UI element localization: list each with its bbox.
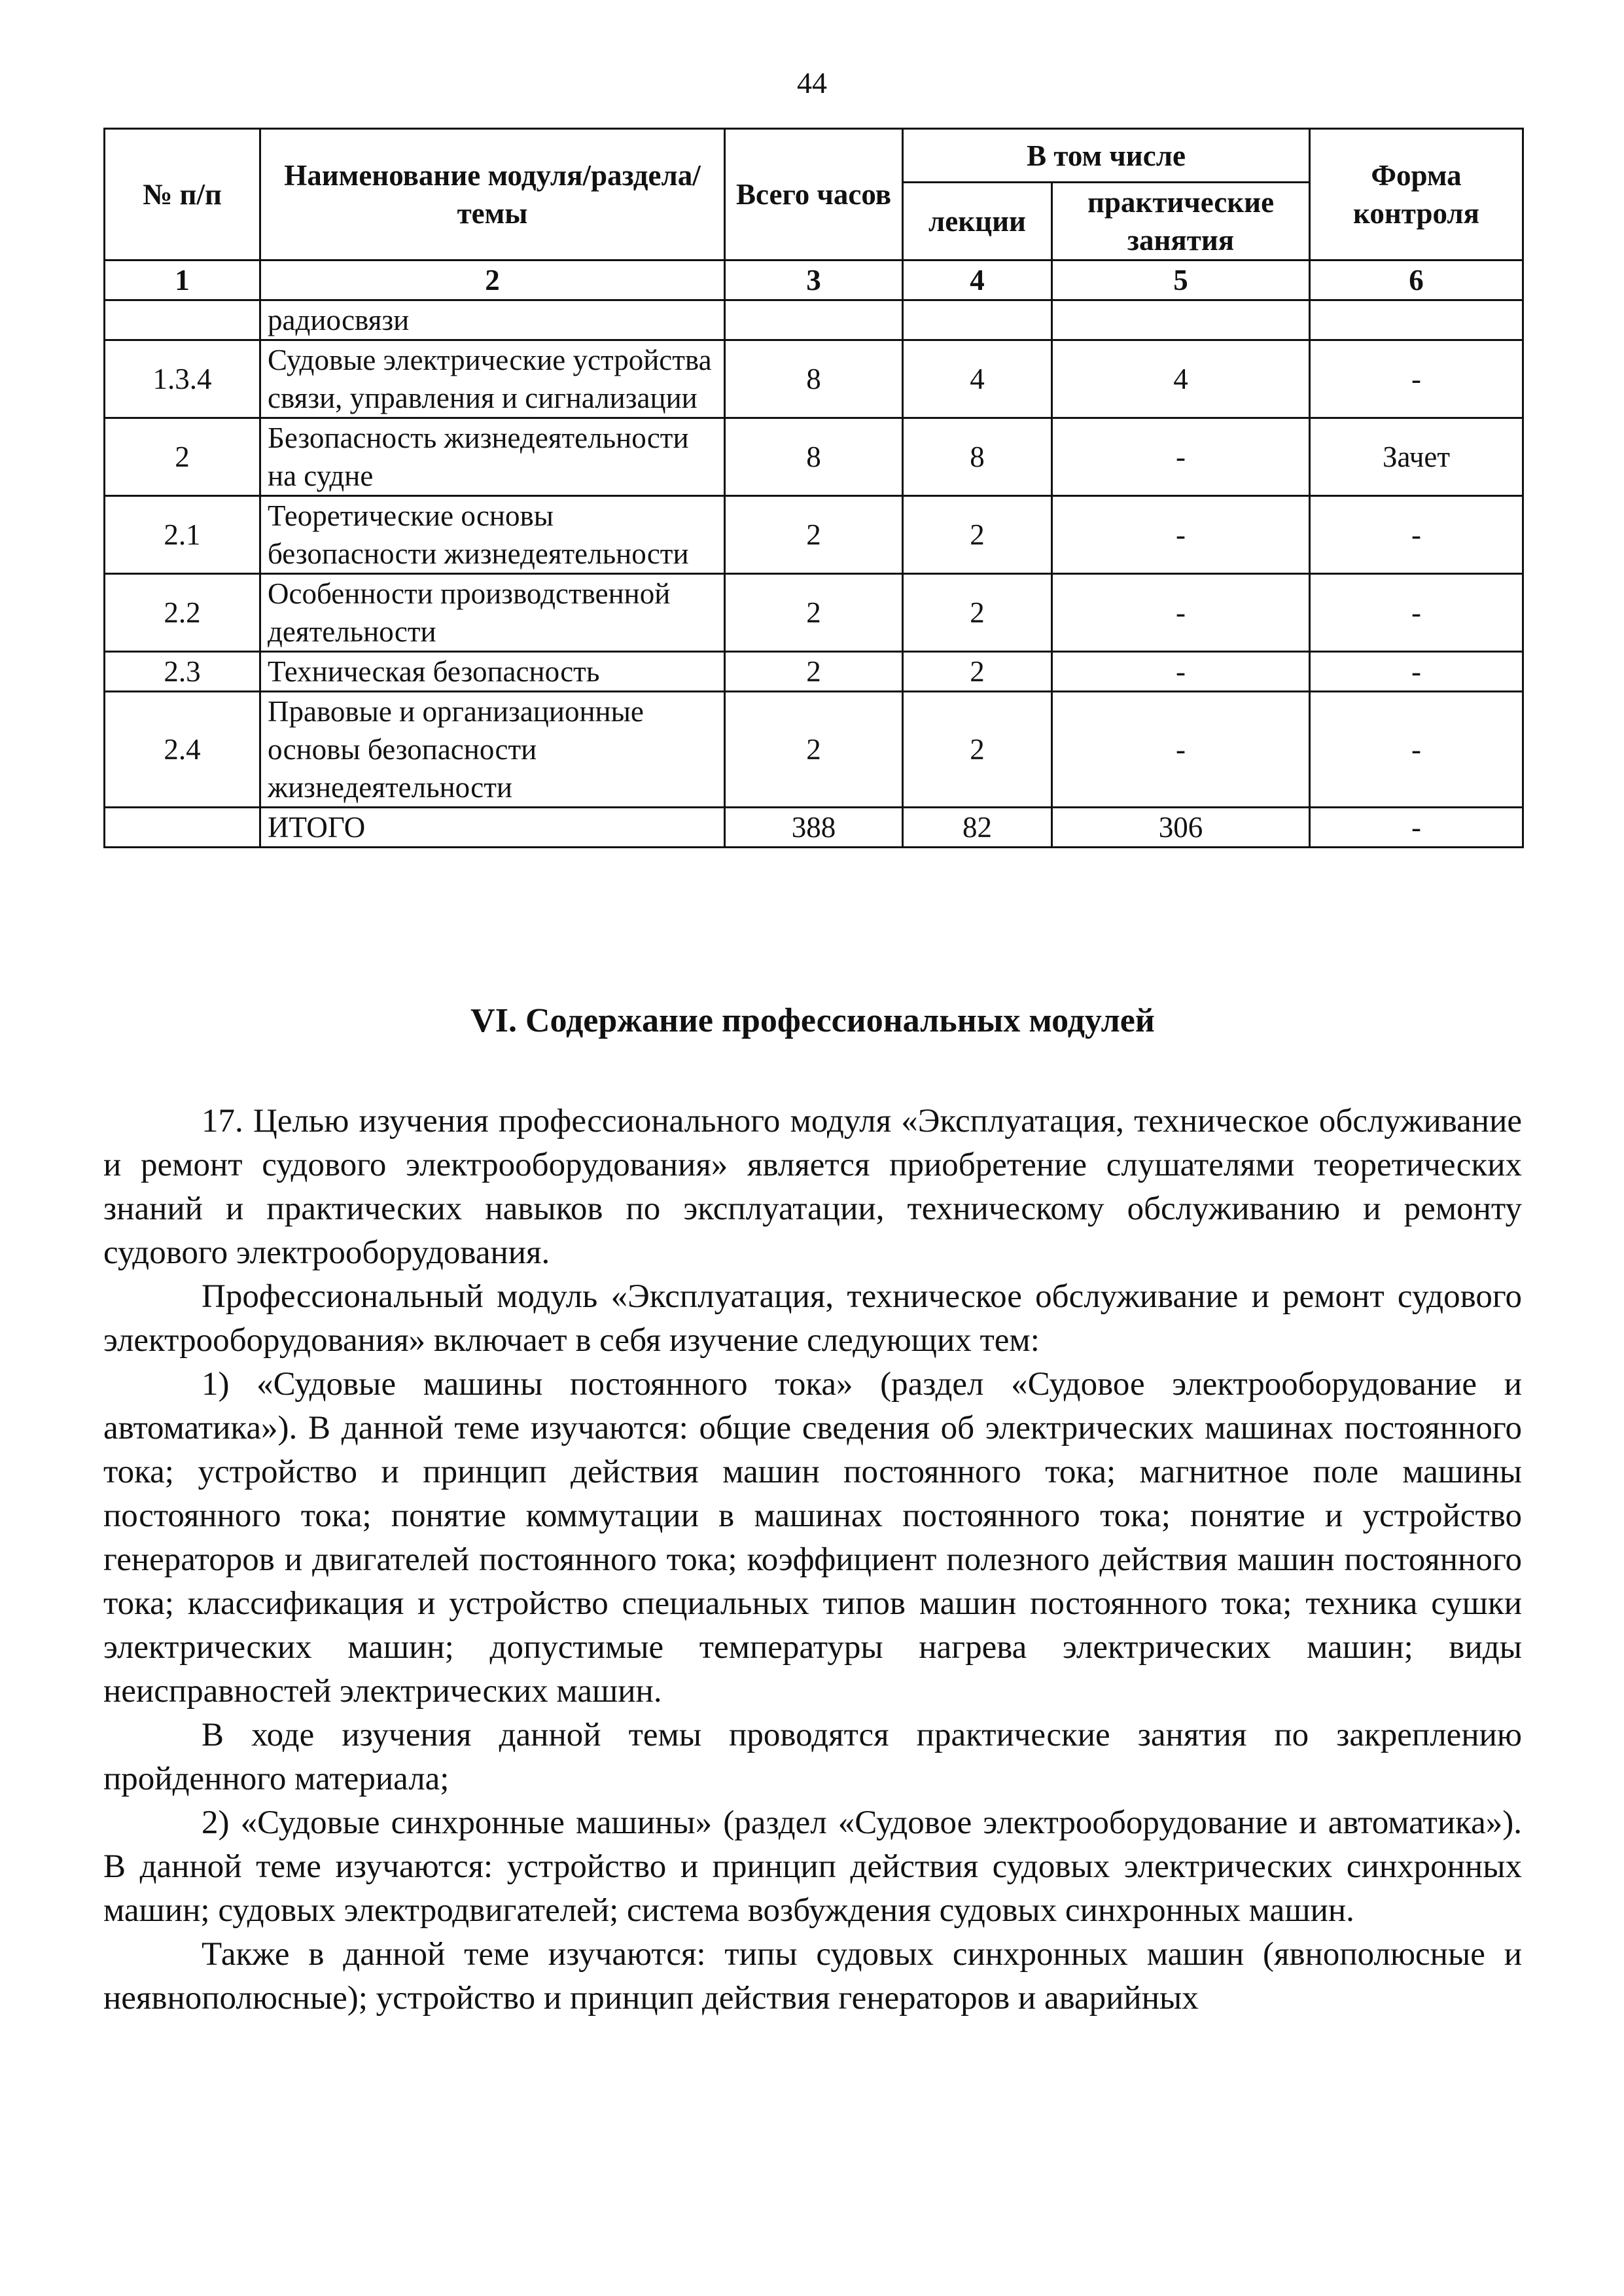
row-practical: - (1052, 574, 1310, 652)
body-text (103, 1100, 1522, 2020)
table-row (105, 692, 1523, 808)
row-control: - (1310, 340, 1523, 418)
column-index: 6 (1310, 260, 1523, 300)
paragraph: Профессиональный модуль «Эксплуатация, техническое обслуживание и ремонт судового электрооборудования» включает в себя изучение следующих тем: (103, 1278, 1522, 1359)
row-control: - (1310, 496, 1523, 574)
curriculum-table (103, 128, 1524, 848)
section-heading: VI. Содержание профессиональных модулей (470, 1002, 1155, 1039)
row-name: ИТОГО (260, 808, 725, 848)
column-index: 2 (260, 260, 725, 300)
paragraph: 2) «Судовые синхронные машины» (раздел «Судовое электрооборудование и автоматика»). В данной теме изучаются: устройство и принцип действия судовых электрических синхронных машин; судовых электродвигателей; система возбуждения судовых синхронных машин. (103, 1804, 1522, 1929)
row-num: 2.2 (105, 574, 260, 652)
table-row (105, 340, 1523, 418)
header-num: № п/п (105, 129, 260, 260)
paragraph: 17. Целью изучения профессионального модуля «Эксплуатация, техническое обслуживание и ремонт судового электрооборудования» является приобретение слушателями теоретических знаний и практических навыков по эксплуатации, техническому обслуживанию и ремонту судового электрооборудования. (103, 1103, 1522, 1271)
column-index: 5 (1052, 260, 1310, 300)
row-total: 2 (725, 692, 903, 808)
row-control: - (1310, 652, 1523, 692)
row-total: 388 (725, 808, 903, 848)
page-number: 44 (797, 66, 827, 99)
row-name: Техническая безопасность (260, 652, 725, 692)
row-lectures (903, 300, 1052, 340)
row-control: Зачет (1310, 418, 1523, 496)
row-control (1310, 300, 1523, 340)
row-name: Особенности производственной деятельности (260, 574, 725, 652)
row-total: 8 (725, 418, 903, 496)
row-practical: 4 (1052, 340, 1310, 418)
row-lectures: 8 (903, 418, 1052, 496)
row-name: Теоретические основы безопасности жизнедеятельности (260, 496, 725, 574)
header-total: Всего часов (725, 129, 903, 260)
row-lectures: 4 (903, 340, 1052, 418)
row-practical (1052, 300, 1310, 340)
header-lectures: лекции (903, 183, 1052, 260)
row-name: радиосвязи (260, 300, 725, 340)
row-lectures: 2 (903, 496, 1052, 574)
row-total: 2 (725, 574, 903, 652)
row-name: Правовые и организационные основы безопасности жизнедеятельности (260, 692, 725, 808)
row-num (105, 808, 260, 848)
row-practical: 306 (1052, 808, 1310, 848)
row-total: 2 (725, 652, 903, 692)
row-practical: - (1052, 652, 1310, 692)
table-row (105, 300, 1523, 340)
row-name: Безопасность жизнедеятельности на судне (260, 418, 725, 496)
row-num: 2.4 (105, 692, 260, 808)
row-num (105, 300, 260, 340)
table-total-row (105, 808, 1523, 848)
column-index: 1 (105, 260, 260, 300)
row-control: - (1310, 574, 1523, 652)
row-practical: - (1052, 692, 1310, 808)
row-num: 2.1 (105, 496, 260, 574)
row-num: 1.3.4 (105, 340, 260, 418)
row-num: 2.3 (105, 652, 260, 692)
header-including: В том числе (903, 129, 1310, 183)
table-row (105, 418, 1523, 496)
table-row (105, 574, 1523, 652)
paragraph: Также в данной теме изучаются: типы судовых синхронных машин (явнополюсные и неявнополюсные); устройство и принцип действия генераторов и аварийных (103, 1936, 1522, 2017)
paragraph: 1) «Судовые машины постоянного тока» (раздел «Судовое электрооборудование и автоматика»). В данной теме изучаются: общие сведения об электрических машинах постоянного тока; устройство и принцип действия машин постоянного тока; магнитное поле машины постоянного тока; понятие коммутации в машинах постоянного тока; понятие и устройство генераторов и двигателей постоянного тока; коэффициент полезного действия машин постоянного тока; классификация и устройство специальных типов машин постоянного тока; техника сушки электрических машин; допустимые температуры нагрева электрических машин; виды неисправностей электрических машин. (103, 1366, 1522, 1710)
table-row (105, 496, 1523, 574)
header-practical: практические занятия (1052, 183, 1310, 260)
row-total (725, 300, 903, 340)
table-row (105, 652, 1523, 692)
header-name: Наименование модуля/раздела/темы (260, 129, 725, 260)
row-lectures: 82 (903, 808, 1052, 848)
row-practical: - (1052, 496, 1310, 574)
row-name: Судовые электрические устройства связи, управления и сигнализации (260, 340, 725, 418)
row-lectures: 2 (903, 652, 1052, 692)
header-row (105, 129, 1523, 183)
row-control: - (1310, 692, 1523, 808)
row-total: 8 (725, 340, 903, 418)
row-practical: - (1052, 418, 1310, 496)
header-control: Форма контроля (1310, 129, 1523, 260)
row-lectures: 2 (903, 574, 1052, 652)
column-index-row (105, 260, 1523, 300)
paragraph: В ходе изучения данной темы проводятся практические занятия по закреплению пройденного материала; (103, 1717, 1522, 1797)
column-index: 3 (725, 260, 903, 300)
row-lectures: 2 (903, 692, 1052, 808)
row-total: 2 (725, 496, 903, 574)
column-index: 4 (903, 260, 1052, 300)
row-num: 2 (105, 418, 260, 496)
row-control: - (1310, 808, 1523, 848)
